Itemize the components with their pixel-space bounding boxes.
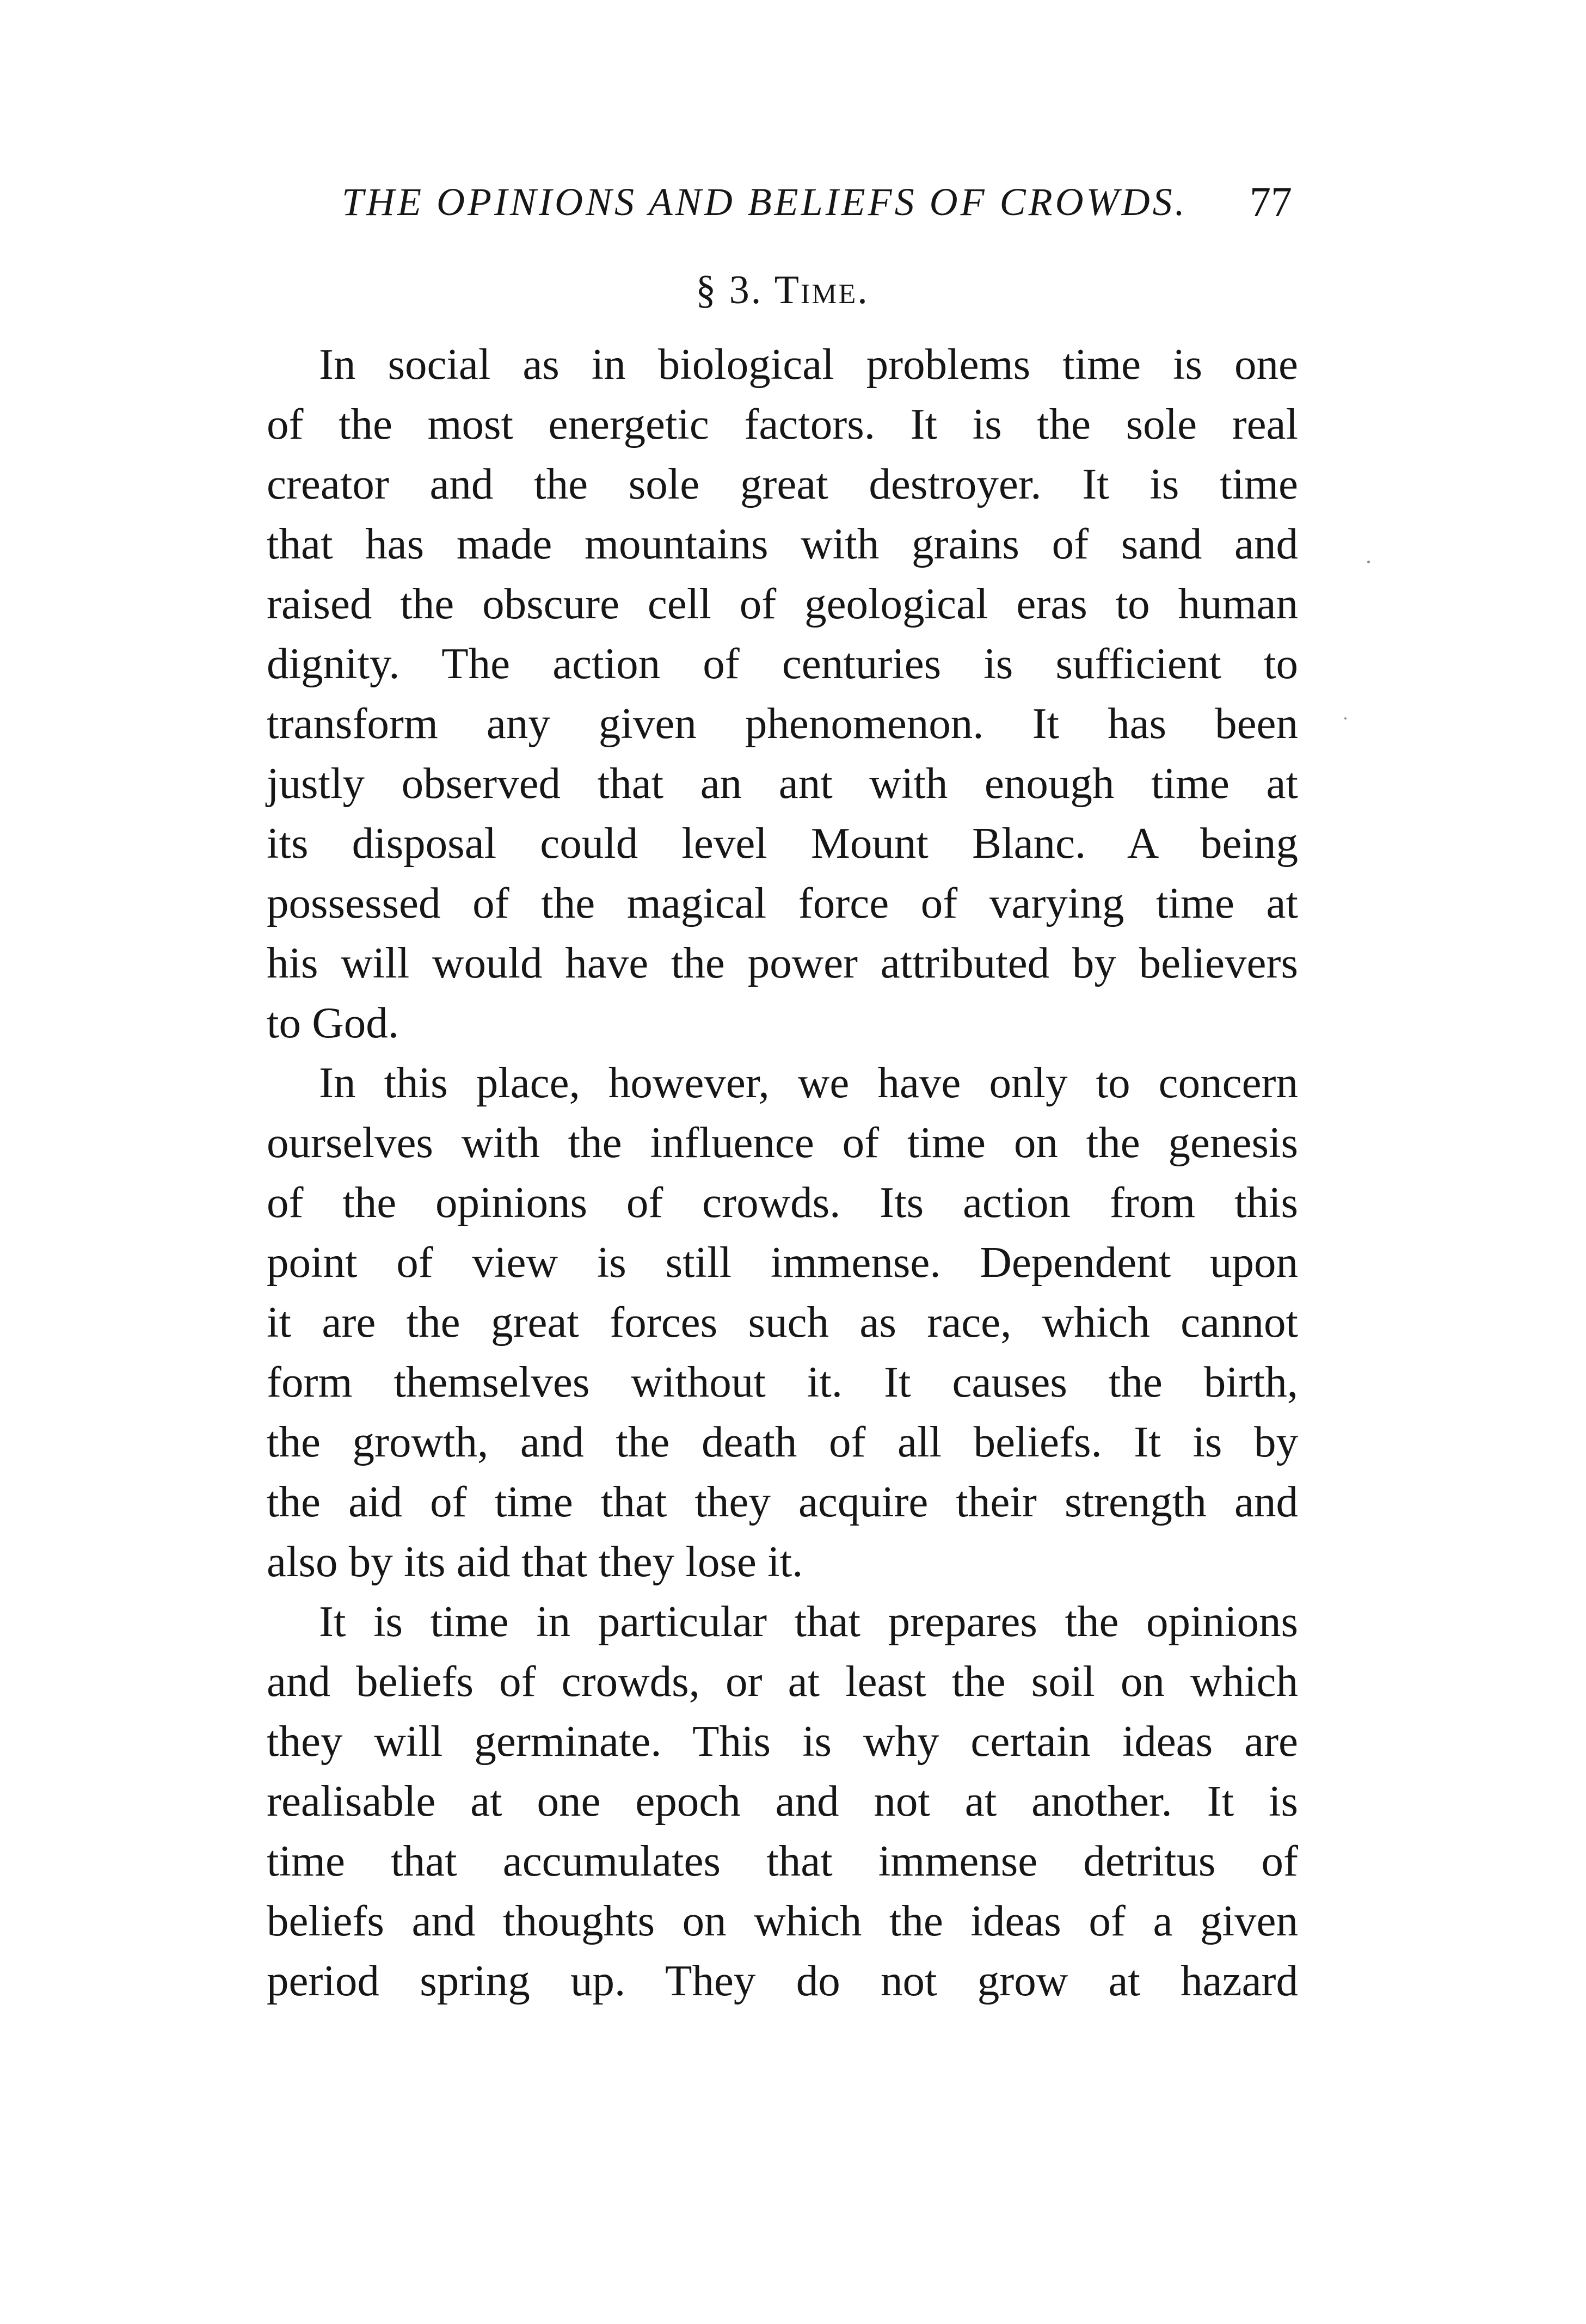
section-heading xyxy=(267,260,1298,320)
paragraph xyxy=(267,1591,1298,2011)
text-line: raised the obscure cell of geological eras to human xyxy=(267,579,1298,628)
text-line: the aid of time that they acquire their strength and xyxy=(267,1477,1298,1526)
text-line: form themselves without it. It causes the birth, xyxy=(267,1357,1298,1406)
text-line: time that accumulates that immense detritus of xyxy=(267,1836,1298,1885)
text-line: It is time in particular that prepares the opinions xyxy=(319,1597,1298,1646)
paper-fleck xyxy=(1367,561,1370,563)
text-line: point of view is still immense. Dependent upon xyxy=(267,1238,1298,1287)
text-line: that has made mountains with grains of sand and xyxy=(267,519,1298,568)
text-line: of the most energetic factors. It is the sole real xyxy=(267,399,1298,448)
text-line: In this place, however, we have only to concern xyxy=(319,1058,1298,1107)
text-line: its disposal could level Mount Blanc. A being xyxy=(267,819,1298,868)
section-number: § 3. xyxy=(696,268,763,312)
text-line: transform any given phenomenon. It has been xyxy=(267,699,1298,748)
text-line: and beliefs of crowds, or at least the soil on which xyxy=(267,1657,1298,1706)
text-line: it are the great forces such as race, which cannot xyxy=(267,1298,1298,1347)
text-line: dignity. The action of centuries is sufficient to xyxy=(267,639,1298,688)
body-text xyxy=(267,334,1298,2011)
text-line: to God. xyxy=(267,998,399,1047)
text-line: of the opinions of crowds. Its action from this xyxy=(267,1178,1298,1227)
paper-fleck xyxy=(1344,717,1347,720)
paragraph xyxy=(267,334,1298,1053)
text-line: also by its aid that they lose it. xyxy=(267,1537,803,1586)
page-number: 77 xyxy=(1250,178,1292,225)
text-line: realisable at one epoch and not at another. It is xyxy=(267,1776,1298,1825)
text-line: period spring up. They do not grow at hazard xyxy=(267,1956,1298,2005)
text-line: they will germinate. This is why certain ideas are xyxy=(267,1717,1298,1766)
text-line: ourselves with the influence of time on the genesis xyxy=(267,1118,1298,1167)
running-head xyxy=(342,172,1292,232)
paragraph xyxy=(267,1053,1298,1591)
text-line: the growth, and the death of all beliefs. It is by xyxy=(267,1417,1298,1466)
text-line: In social as in biological problems time is one xyxy=(319,340,1298,389)
running-title: THE OPINIONS AND BELIEFS OF CROWDS. xyxy=(342,180,1188,224)
text-line: his will would have the power attributed by believers xyxy=(267,938,1298,987)
text-line: beliefs and thoughts on which the ideas of a given xyxy=(267,1896,1298,1945)
text-line: possessed of the magical force of varying time at xyxy=(267,878,1298,927)
text-line: creator and the sole great destroyer. It is time xyxy=(267,459,1298,508)
section-name: Time. xyxy=(774,268,869,312)
text-line: justly observed that an ant with enough time at xyxy=(267,759,1298,808)
